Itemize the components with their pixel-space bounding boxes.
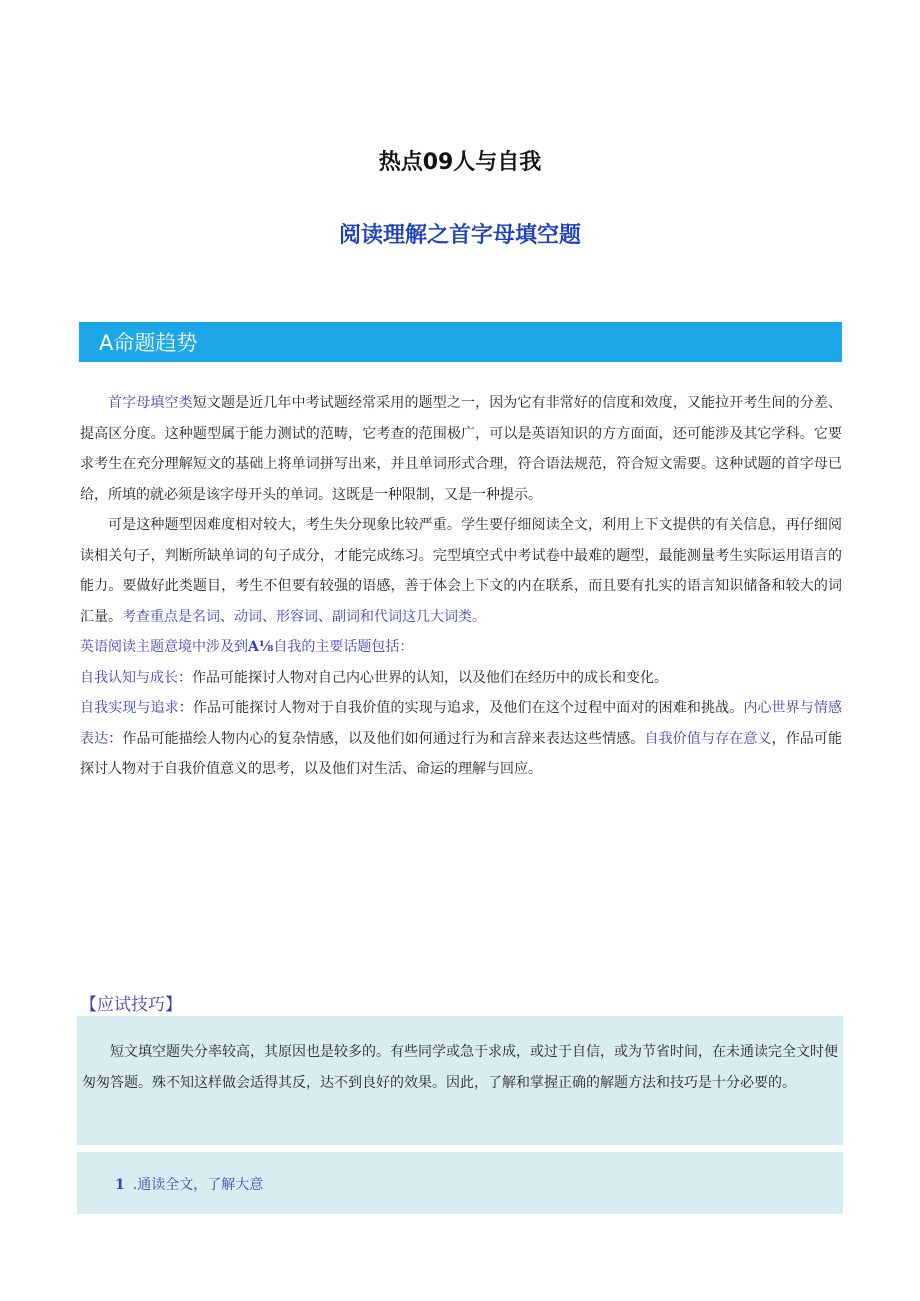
step-text: .通读全文，了解大意 [132,1177,264,1193]
topics-intro-text: 英语阅读主题意境中涉及到 [80,639,248,655]
topic-item [80,663,842,694]
topic-text: ：作品可能探讨人物对于自我价值的实现与追求，及他们在这个过程中面对的困难和挑战。 [178,700,744,716]
topics-intro [80,632,842,663]
topic-item [80,693,842,785]
topic-label: 自我价值与存在意义 [644,730,772,747]
topic-text: ：作品可能描绘人物内心的复杂情感，以及他们如何通过行为和言辞来表达这些情感。 [108,730,645,747]
section-a-body [80,388,842,785]
topics-intro-text: 自我的主要话题包括： [273,639,414,655]
intro-paragraph-1 [80,388,842,510]
intro-paragraph-2 [80,510,842,632]
topic-label: 自我认知与成长 [80,669,178,686]
topic-label: 自我实现与追求 [80,700,179,716]
step-box [77,1152,843,1214]
topic-text: ：作品可能探讨人物对自己内心世界的认知，以及他们在经历中的成长和变化。 [178,669,668,686]
keyword-highlight: 首字母填空类 [108,395,193,411]
tips-heading: 【应试技巧】 [80,995,182,1015]
topics-intro-glyph: A⅛ [248,639,274,655]
page-title: 热点09人与自我 [378,150,542,175]
topic-label: 内心世界与情感表达 [80,700,843,747]
tips-box [77,1016,843,1145]
topic-text: ，作品可能探讨人物对于自我价值意义的思考，以及他们对生活、命运的理解与回应。 [80,730,843,777]
keyword-highlight: 考查重点是名词、动词、形容词、副词和代词这几大词类。 [122,608,486,625]
paragraph-text: 短文题是近几年中考试题经常采用的题型之一，因为它有非常好的信度和效度，又能拉开考生间的分差、提高区分度。这种题型属于能力测试的范畴，它考查的范围极广，可以是英语知识的方方面面，还可能涉及其它学科。它要求考生在充分理解短文的基础上将单词拼写出来，并且单词形式合理，符合语法规范，符合短文需要。这种试题的首字母已给，所填的就必须是该字母开头的单词。这既是一种限制，又是一种提示。 [80,395,843,503]
page-subtitle: 阅读理解之首字母填空题 [338,223,581,248]
paragraph-text: 可是这种题型因难度相对较大，考生失分现象比较严重。学生要仔细阅读全文，利用上下文提供的有关信息，再仔细阅读相关句子，判断所缺单词的句子成分，才能完成练习。完型填空式中考试卷中最难的题型，最能测量考生实际运用语言的能力。要做好此类题目，考生不但要有较强的语感，善于体会上下文的内在联系，而且要有扎实的语言知识储备和较大的词汇量。 [80,517,842,625]
tips-paragraph: 短文填空题失分率较高，其原因也是较多的。有些同学或急于求成，或过于自信，或为节省时间，在未通读完全文时便匆匆答题。殊不知这样做会适得其反，达不到良好的效果。因此，了解和掌握正确的解题方法和技巧是十分必要的。 [82,1044,838,1091]
section-a-banner: A命题趋势 [79,322,842,362]
step-number: 1 [115,1177,125,1193]
